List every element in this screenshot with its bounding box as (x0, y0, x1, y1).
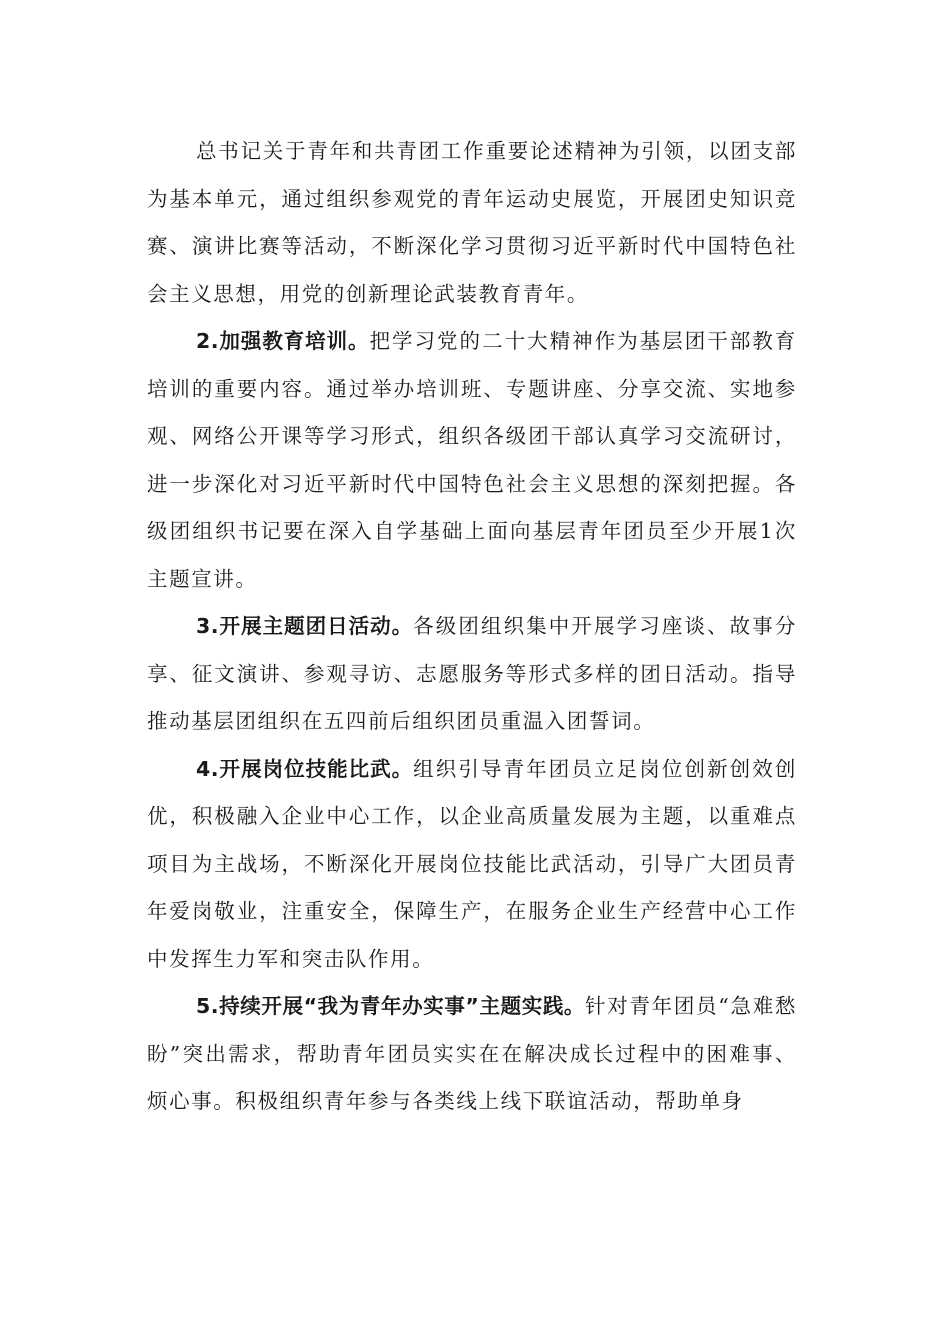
paragraph-heading: 4.开展岗位技能比武。 (196, 756, 414, 781)
paragraph-text: 组织引导青年团员立足岗位创新创效创优，积极融入企业中心工作，以企业高质量发展为主题，以重难点项目为主战场，不断深化开展岗位技能比武活动，引导广大团员青年爱岗敬业，注重安全，保障生产，在服务企业生产经营中心工作中发挥生力军和突击队作用。 (147, 756, 797, 971)
paragraph-text: 总书记关于青年和共青团工作重要论述精神为引领，以团支部为基本单元，通过组织参观党的青年运动史展览，开展团史知识竞赛、演讲比赛等活动，不断深化学习贯彻习近平新时代中国特色社会主义思想，用党的创新理论武装教育青年。 (147, 139, 797, 306)
paragraph-intro (147, 128, 797, 318)
paragraph-skills-competition (147, 746, 797, 984)
paragraph-practical-deeds (147, 983, 797, 1126)
paragraph-text: 各级团组织集中开展学习座谈、故事分享、征文演讲、参观寻访、志愿服务等形式多样的团日活动。指导推动基层团组织在五四前后组织团员重温入团誓词。 (147, 614, 797, 733)
paragraph-education-training (147, 318, 797, 603)
paragraph-heading: 5.持续开展“我为青年办实事”主题实践。 (196, 994, 586, 1018)
paragraph-league-day (147, 603, 797, 746)
document-body (147, 128, 797, 1126)
paragraph-text: 针对青年团员“急难愁盼”突出需求，帮助青年团员实实在在解决成长过程中的困难事、烦心事。积极组织青年参与各类线上线下联谊活动，帮助单身 (147, 994, 797, 1113)
paragraph-text: 把学习党的二十大精神作为基层团干部教育培训的重要内容。通过举办培训班、专题讲座、分享交流、实地参观、网络公开课等学习形式，组织各级团干部认真学习交流研讨，进一步深化对习近平新时代中国特色社会主义思想的深刻把握。各级团组织书记要在深入自学基础上面向基层青年团员至少开展1次主题宣讲。 (147, 329, 797, 591)
paragraph-heading: 2.加强教育培训。 (196, 329, 370, 353)
paragraph-heading: 3.开展主题团日活动。 (196, 614, 414, 638)
